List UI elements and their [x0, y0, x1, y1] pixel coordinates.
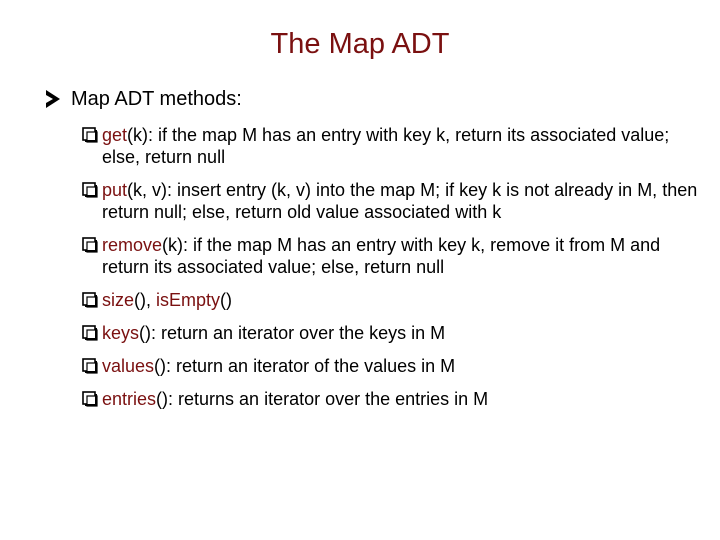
list-item	[82, 388, 702, 410]
slide-title: The Map ADT	[270, 28, 450, 60]
section-heading-row	[44, 86, 242, 112]
list-item	[82, 289, 702, 311]
section-heading: Map ADT methods:	[71, 88, 242, 110]
checkbox-bullet-icon	[82, 182, 98, 198]
checkbox-bullet-icon	[82, 325, 98, 341]
list-item	[82, 124, 702, 168]
method-description: (k): if the map M has an entry with key k, return its associated value; else, return null	[102, 125, 670, 167]
method-name: keys	[102, 323, 140, 343]
list-item	[82, 355, 702, 377]
method-description: (): returns an iterator over the entries in M	[156, 389, 489, 409]
list-item	[82, 179, 702, 223]
method-name: values	[102, 356, 155, 376]
list-item	[82, 322, 702, 344]
method-list	[82, 124, 702, 421]
method-description: (k, v): insert entry (k, v) into the map M; if key k is not already in M, then return null; else, return old value associated with k	[102, 180, 698, 222]
method-name: isEmpty	[156, 290, 221, 310]
list-item	[82, 234, 702, 278]
checkbox-bullet-icon	[82, 127, 98, 143]
method-name: get	[102, 125, 128, 145]
method-description: ()	[220, 290, 233, 310]
method-name: entries	[102, 389, 157, 409]
method-name: remove	[102, 235, 163, 255]
method-name: size	[102, 290, 135, 310]
method-description: (): return an iterator over the keys in M	[139, 323, 446, 343]
checkbox-bullet-icon	[82, 391, 98, 407]
method-description: (k): if the map M has an entry with key k, remove it from M and return its associated value; else, return null	[102, 235, 661, 277]
method-description: (): return an iterator of the values in M	[154, 356, 456, 376]
checkbox-bullet-icon	[82, 358, 98, 374]
method-name: put	[102, 180, 128, 200]
arrow-bullet-icon	[44, 89, 62, 109]
checkbox-bullet-icon	[82, 292, 98, 308]
checkbox-bullet-icon	[82, 237, 98, 253]
method-description: (),	[134, 290, 157, 310]
